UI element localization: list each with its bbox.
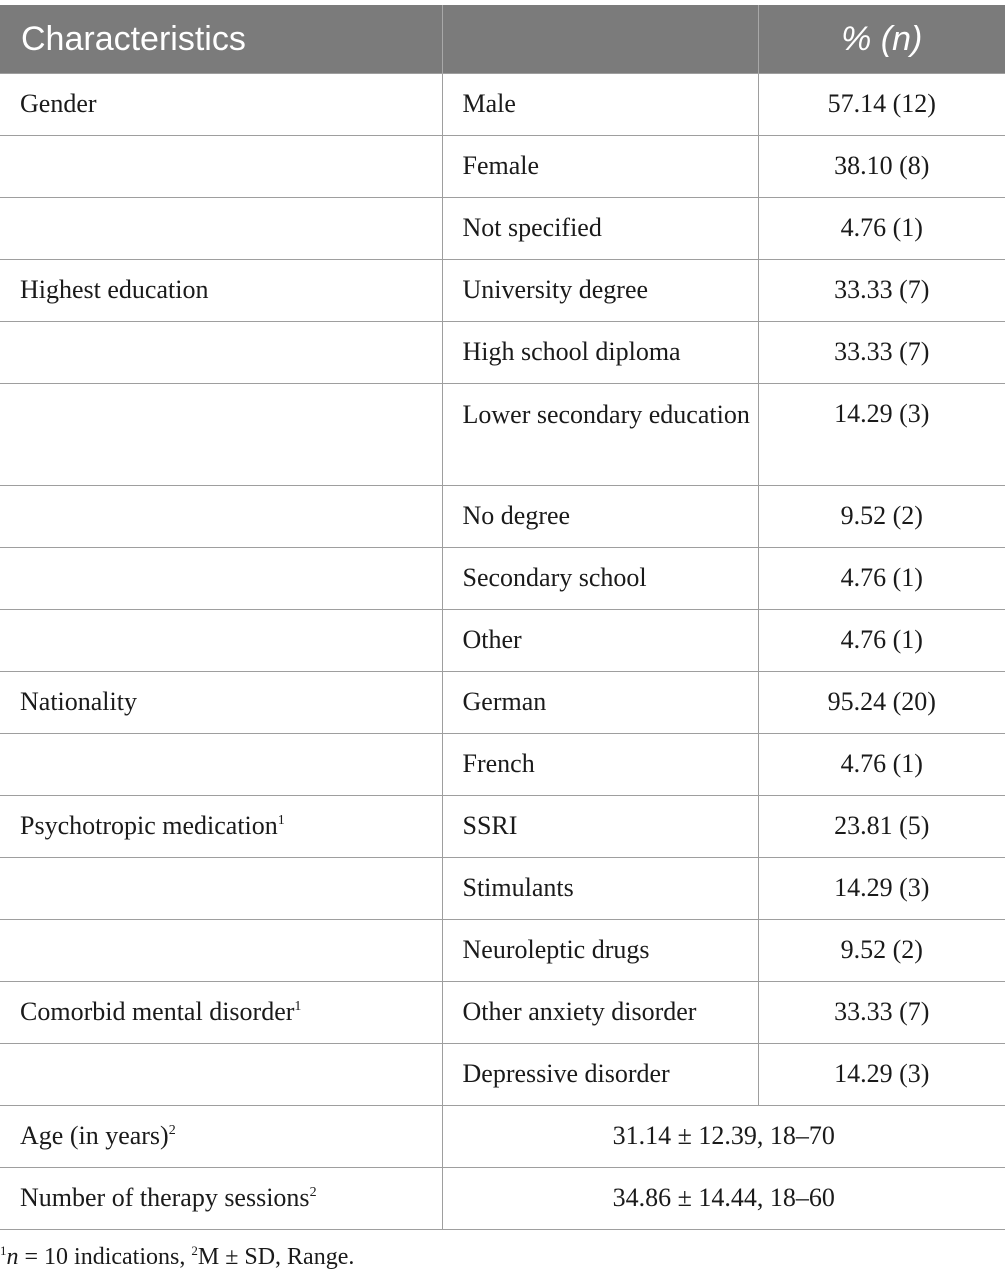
- table-row: [0, 260, 1005, 322]
- summary-label: [0, 1106, 442, 1168]
- table-row: [0, 734, 1005, 796]
- footnote-text-2: M ± SD, Range.: [197, 1244, 355, 1270]
- header-percent-n: % (n): [758, 5, 1005, 74]
- summary-label-text: Age (in years): [20, 1121, 169, 1150]
- table-row: [0, 858, 1005, 920]
- row-category: Lower secondary education: [442, 384, 758, 486]
- row-category: Depressive disorder: [442, 1044, 758, 1106]
- footnote-n-variable: n: [6, 1244, 19, 1270]
- summary-row: [0, 1168, 1005, 1230]
- table-row: [0, 486, 1005, 548]
- header-category: [442, 5, 758, 74]
- row-label-text: Psychotropic medication: [20, 811, 278, 840]
- characteristics-table: [0, 5, 1005, 1230]
- table-footnote: [0, 1244, 354, 1271]
- row-value: 4.76 (1): [758, 548, 1005, 610]
- row-label: [0, 322, 442, 384]
- table-row: [0, 982, 1005, 1044]
- row-label: [0, 796, 442, 858]
- row-label: [0, 1044, 442, 1106]
- table-row: [0, 74, 1005, 136]
- row-label: [0, 548, 442, 610]
- row-value: 4.76 (1): [758, 734, 1005, 796]
- footnote-text-1: = 10 indications,: [18, 1244, 192, 1270]
- row-label: [0, 858, 442, 920]
- header-characteristics: Characteristics: [0, 5, 442, 74]
- row-category: Neuroleptic drugs: [442, 920, 758, 982]
- footnote-marker-2: 2: [191, 1243, 198, 1258]
- table-row: [0, 384, 1005, 486]
- row-category: Stimulants: [442, 858, 758, 920]
- summary-footnote-marker: 2: [309, 1185, 317, 1200]
- row-label-text: Gender: [20, 89, 97, 118]
- row-label: [0, 734, 442, 796]
- summary-label: [0, 1168, 442, 1230]
- row-label: [0, 486, 442, 548]
- row-value: 95.24 (20): [758, 672, 1005, 734]
- row-value: 9.52 (2): [758, 920, 1005, 982]
- summary-row: [0, 1106, 1005, 1168]
- row-label-text: Comorbid mental disorder: [20, 997, 295, 1026]
- row-value: 14.29 (3): [758, 1044, 1005, 1106]
- row-category: Other anxiety disorder: [442, 982, 758, 1044]
- row-label: [0, 74, 442, 136]
- table-row: [0, 610, 1005, 672]
- row-value: 57.14 (12): [758, 74, 1005, 136]
- row-category: University degree: [442, 260, 758, 322]
- summary-value: 31.14 ± 12.39, 18–70: [442, 1106, 1005, 1168]
- table-row: [0, 322, 1005, 384]
- summary-label-text: Number of therapy sessions: [20, 1183, 310, 1212]
- row-category: Secondary school: [442, 548, 758, 610]
- row-label: [0, 982, 442, 1044]
- row-value: 33.33 (7): [758, 982, 1005, 1044]
- row-label: [0, 672, 442, 734]
- row-category: Other: [442, 610, 758, 672]
- table-row: [0, 198, 1005, 260]
- table-row: [0, 796, 1005, 858]
- row-category: Not specified: [442, 198, 758, 260]
- row-label: [0, 920, 442, 982]
- table-row: [0, 920, 1005, 982]
- row-category: High school diploma: [442, 322, 758, 384]
- row-value: 23.81 (5): [758, 796, 1005, 858]
- row-category: No degree: [442, 486, 758, 548]
- summary-footnote-marker: 2: [168, 1123, 176, 1138]
- row-value: 4.76 (1): [758, 198, 1005, 260]
- row-value: 38.10 (8): [758, 136, 1005, 198]
- row-value: 33.33 (7): [758, 322, 1005, 384]
- row-category: Male: [442, 74, 758, 136]
- row-category: SSRI: [442, 796, 758, 858]
- row-value: 14.29 (3): [758, 858, 1005, 920]
- row-label: [0, 384, 442, 486]
- row-value: 9.52 (2): [758, 486, 1005, 548]
- row-label-footnote-marker: 1: [294, 999, 302, 1014]
- table-row: [0, 548, 1005, 610]
- row-category: Female: [442, 136, 758, 198]
- row-label-text: Nationality: [20, 687, 137, 716]
- row-value: 14.29 (3): [758, 384, 1005, 486]
- row-label: [0, 610, 442, 672]
- row-label-text: Highest education: [20, 275, 209, 304]
- row-category: German: [442, 672, 758, 734]
- row-label-footnote-marker: 1: [277, 813, 285, 828]
- row-label: [0, 260, 442, 322]
- table-header-row: [0, 5, 1005, 74]
- table-row: [0, 136, 1005, 198]
- row-label: [0, 136, 442, 198]
- table-row: [0, 672, 1005, 734]
- row-value: 4.76 (1): [758, 610, 1005, 672]
- row-category: French: [442, 734, 758, 796]
- footnote-marker-1: 1: [0, 1243, 7, 1258]
- summary-value: 34.86 ± 14.44, 18–60: [442, 1168, 1005, 1230]
- row-value: 33.33 (7): [758, 260, 1005, 322]
- row-label: [0, 198, 442, 260]
- table-row: [0, 1044, 1005, 1106]
